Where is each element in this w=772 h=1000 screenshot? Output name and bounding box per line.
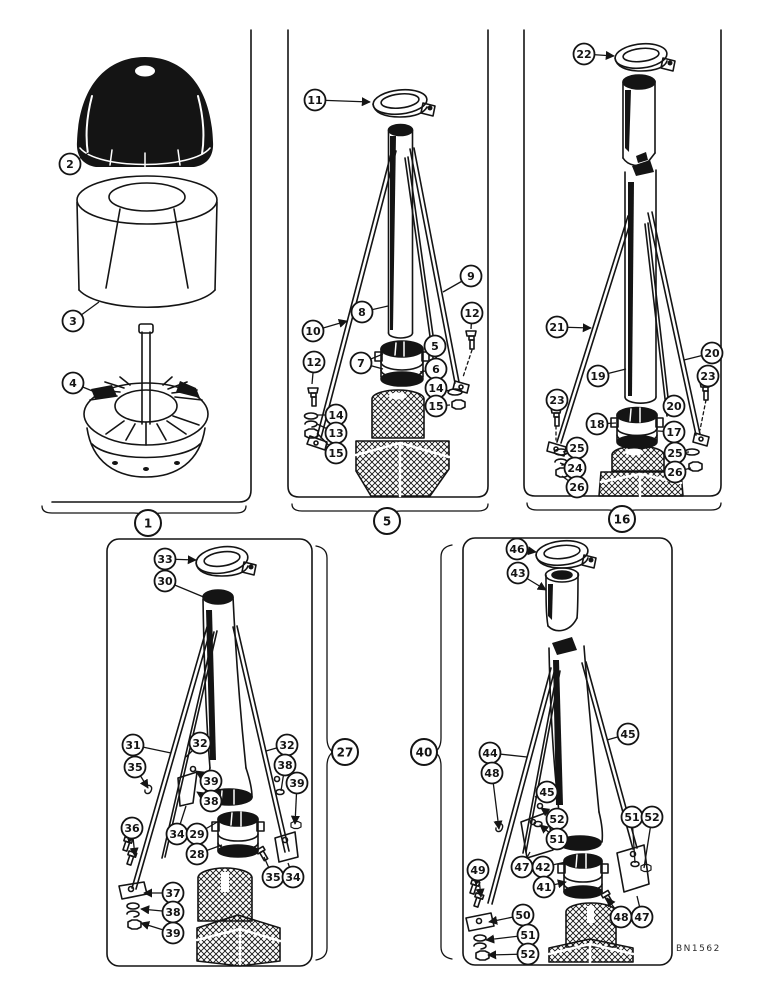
- tripod-legs: [132, 626, 301, 889]
- callout-number: 51: [549, 832, 565, 846]
- left-foot-hardware-50-51-52: [466, 913, 494, 960]
- callout-number: 11: [307, 93, 323, 107]
- callout-number: 37: [165, 886, 181, 900]
- callout-number: 31: [125, 738, 141, 752]
- precleaner-cap: [77, 57, 213, 167]
- callout-number: 19: [590, 369, 606, 383]
- callout-number: 12: [306, 355, 322, 369]
- callout-number: 48: [484, 766, 500, 780]
- brace-27: [316, 546, 333, 960]
- callout-number: 29: [189, 827, 205, 841]
- callout-number: 20: [666, 399, 682, 413]
- sleeve-43: [546, 568, 579, 631]
- callout-number: 25: [569, 441, 585, 455]
- callouts-precleaner-assembly: [60, 151, 162, 536]
- callout-number: 52: [549, 812, 565, 826]
- group-label-number: 16: [613, 512, 631, 527]
- precleaner-rotor: [84, 324, 208, 477]
- callout-number: 22: [576, 47, 592, 61]
- tripod-legs: [488, 662, 640, 904]
- clamp-barrel-18-17: [611, 408, 663, 449]
- callout-number: 36: [124, 821, 140, 835]
- hose-clamp-33: [194, 544, 256, 577]
- hose-clamp-46: [535, 538, 596, 568]
- callout-number: 39: [289, 776, 305, 790]
- callout-number: 13: [328, 426, 344, 440]
- callout-number: 39: [203, 774, 219, 788]
- mounting-bolt-12-right: [463, 331, 476, 377]
- callout-number: 5: [431, 339, 439, 353]
- callout-number: 17: [666, 425, 682, 439]
- callout-number: 3: [69, 314, 77, 328]
- callout-number: 23: [700, 369, 716, 383]
- callout-number: 8: [358, 305, 366, 319]
- callout-number: 39: [165, 926, 181, 940]
- panel-borders: [42, 30, 721, 966]
- group-label-number: 27: [336, 745, 354, 760]
- callout-number: 45: [539, 785, 555, 799]
- callout-number: 46: [509, 542, 525, 556]
- callout-number: 38: [277, 758, 293, 772]
- callout-number: 25: [667, 446, 683, 460]
- callout-number: 52: [644, 810, 660, 824]
- stack-tube-8: [389, 125, 413, 339]
- panel-1-art: [77, 57, 217, 477]
- hose-clamp-22: [614, 41, 675, 71]
- callout-number: 15: [328, 446, 344, 460]
- clamp-barrel-42-41: [558, 854, 608, 898]
- callout-number: 7: [357, 356, 365, 370]
- callout-number: 21: [549, 320, 565, 334]
- drawing-number: BN1562: [676, 944, 721, 954]
- clamp-barrel-7-6: [375, 341, 429, 386]
- callout-number: 38: [165, 905, 181, 919]
- callout-number: 51: [624, 810, 640, 824]
- callout-number: 50: [515, 908, 531, 922]
- bolt-35-right: [256, 846, 269, 861]
- bracket-47-right: [617, 845, 649, 892]
- callout-number: 2: [66, 157, 74, 171]
- group-label-number: 1: [143, 516, 153, 531]
- callout-number: 30: [157, 574, 173, 588]
- callout-number: 32: [279, 738, 295, 752]
- callout-number: 52: [520, 947, 536, 961]
- callout-number: 35: [265, 870, 281, 884]
- callout-number: 38: [203, 794, 219, 808]
- callout-number: 45: [620, 727, 636, 741]
- callout-number: 47: [514, 860, 530, 874]
- group-label-number: 40: [415, 745, 433, 760]
- hose-clamp-11: [372, 87, 435, 117]
- callout-number: 20: [704, 346, 720, 360]
- left-foot-hardware-37-38-39: [119, 882, 147, 929]
- callout-number: 23: [549, 393, 565, 407]
- group-label-number: 5: [382, 514, 392, 529]
- callout-number: 44: [482, 746, 498, 760]
- precleaner-element: [77, 176, 217, 307]
- callout-number: 42: [535, 860, 551, 874]
- callout-number: 33: [157, 552, 173, 566]
- callout-number: 9: [467, 269, 475, 283]
- callout-number: 15: [428, 399, 444, 413]
- callout-number: 43: [510, 566, 526, 580]
- callout-number: 4: [69, 376, 77, 390]
- callout-number: 41: [536, 880, 552, 894]
- callout-number: 10: [305, 324, 321, 338]
- callout-number: 34: [285, 870, 301, 884]
- panel-16-art: [547, 41, 710, 496]
- callout-number: 51: [520, 928, 536, 942]
- callout-number: 35: [127, 760, 143, 774]
- callout-number: 24: [567, 461, 583, 475]
- panel-27-art: [119, 544, 301, 966]
- callout-number: 12: [464, 306, 480, 320]
- upper-sleeve-tube: [623, 75, 655, 165]
- callout-number: 28: [189, 847, 205, 861]
- callout-number: 47: [634, 910, 650, 924]
- callout-number: 34: [169, 827, 185, 841]
- bracket-34-right: [275, 832, 298, 862]
- callout-number: 14: [328, 408, 344, 422]
- callouts-air-stack-assembly-40: [411, 539, 663, 965]
- callout-number: 48: [613, 910, 629, 924]
- callout-number: 49: [470, 863, 486, 877]
- callout-number: 18: [589, 417, 605, 431]
- callout-number: 32: [192, 736, 208, 750]
- callout-number: 6: [432, 362, 440, 376]
- callout-number: 26: [667, 465, 683, 479]
- mounting-bolt-12-left: [308, 388, 318, 406]
- callout-number: 26: [569, 480, 585, 494]
- callout-number: 14: [428, 381, 444, 395]
